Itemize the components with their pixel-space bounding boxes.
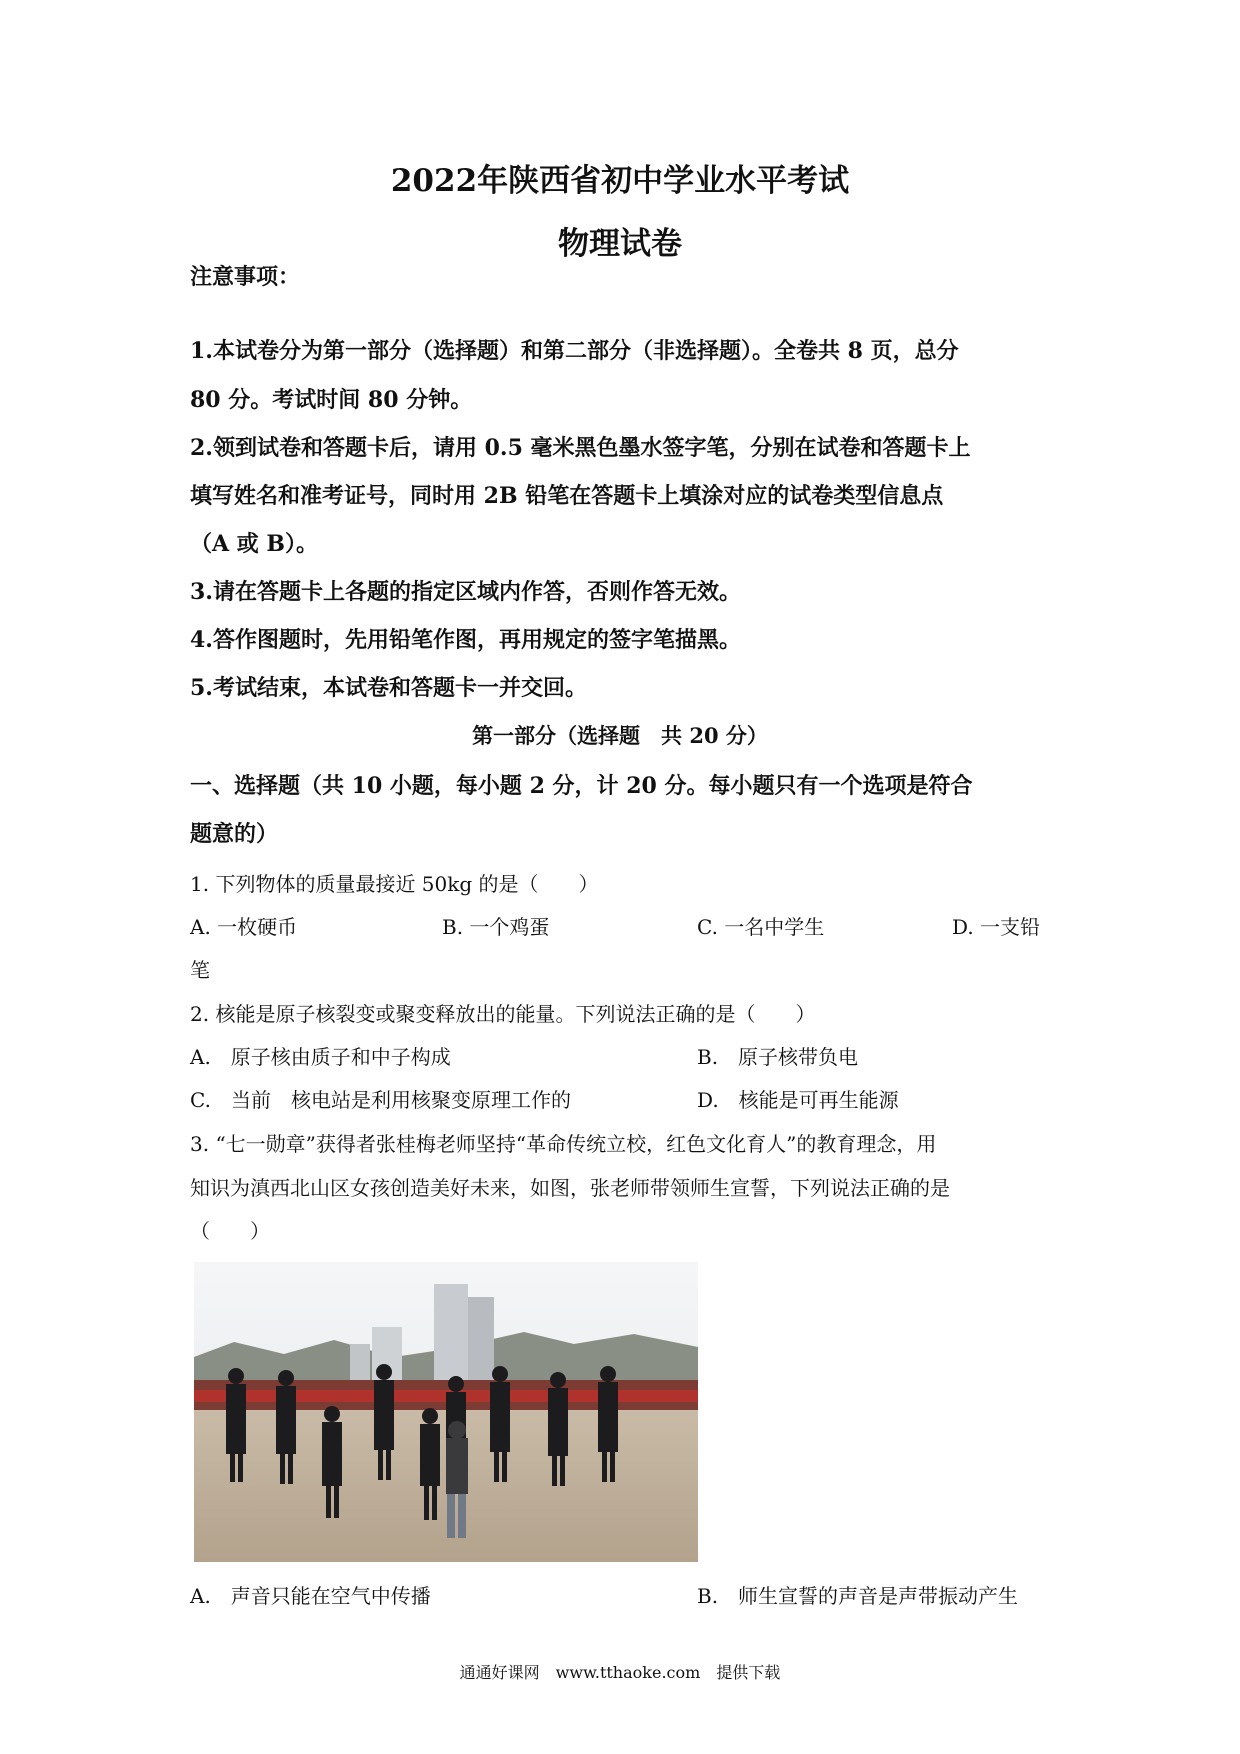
page-footer: 通通好课网 www.tthaoke.com 提供下载: [459, 1663, 781, 1682]
notice-line: 1.本试卷分为第一部分（选择题）和第二部分（非选择题）。全卷共 8 页，总分: [190, 338, 959, 364]
notice-heading: 注意事项：: [190, 264, 301, 290]
option-c: C. 一名中学生: [697, 915, 825, 939]
option-d: D. 核能是可再生能源: [697, 1088, 899, 1112]
option-b: B. 一个鸡蛋: [442, 915, 550, 939]
notice-line: 4.答作图题时，先用铅笔作图，再用规定的签字笔描黑。: [190, 627, 741, 653]
option-a: A. 一枚硬币: [190, 915, 298, 939]
option-b: B. 师生宣誓的声音是声带振动产生: [697, 1584, 1019, 1608]
notice-line: 5.考试结束，本试卷和答题卡一并交回。: [190, 675, 587, 701]
option-b: B. 原子核带负电: [697, 1045, 859, 1069]
option-d: D. 一支铅: [952, 915, 1041, 939]
section-heading: 一、选择题（共 10 小题，每小题 2 分，计 20 分。每小题只有一个选项是符合: [190, 773, 973, 799]
notice-line: 填写姓名和准考证号，同时用 2B 铅笔在答题卡上填涂对应的试卷类型信息点: [190, 483, 944, 509]
option-a: A. 声音只能在空气中传播: [190, 1584, 431, 1608]
question-stem: 3. “七一勋章”获得者张桂梅老师坚持“革命传统立校，红色文化育人”的教育理念，用: [190, 1132, 937, 1156]
question-stem-cont: 知识为滇西北山区女孩创造美好未来，如图，张老师带领师生宣誓，下列说法正确的是: [190, 1176, 950, 1200]
question-stem: 2. 核能是原子核裂变或聚变释放出的能量。下列说法正确的是（ ）: [190, 1002, 816, 1026]
notice-line: 2.领到试卷和答题卡后，请用 0.5 毫米黑色墨水签字笔，分别在试卷和答题卡上: [190, 435, 971, 461]
notice-line: 3.请在答题卡上各题的指定区域内作答，否则作答无效。: [190, 579, 741, 605]
option-c: C. 当前 核电站是利用核聚变原理工作的: [190, 1088, 571, 1112]
exam-subtitle: 物理试卷: [558, 226, 682, 262]
question-stem-cont: （ ）: [190, 1219, 270, 1243]
oath-photo: [194, 1262, 698, 1562]
option-wrap: 笔: [190, 958, 210, 982]
oath-photo-illustration: [194, 1262, 698, 1562]
notice-line: 80 分。考试时间 80 分钟。: [190, 387, 473, 413]
section-heading-cont: 题意的）: [190, 821, 279, 847]
exam-title: 2022年陕西省初中学业水平考试: [390, 163, 850, 199]
option-a: A. 原子核由质子和中子构成: [190, 1045, 451, 1069]
part-heading: 第一部分（选择题 共 20 分）: [472, 723, 768, 748]
notice-line: （A 或 B）。: [190, 531, 318, 557]
question-stem: 1. 下列物体的质量最接近 50kg 的是（ ）: [190, 872, 599, 896]
